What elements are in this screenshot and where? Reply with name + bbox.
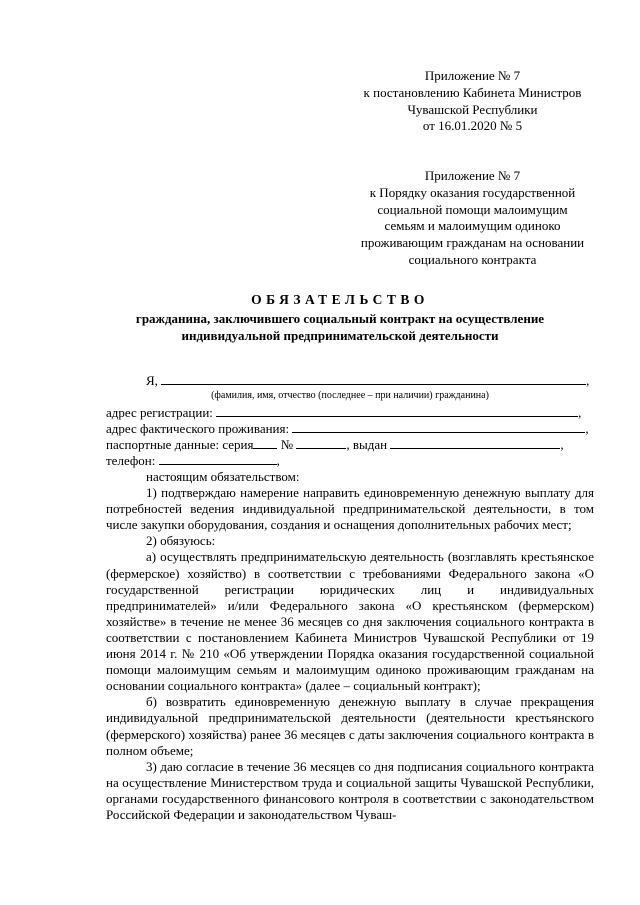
name-row [106,373,594,389]
appendix-to-procedure [340,168,605,269]
appendix-line: к Порядку оказания государственной [369,184,576,200]
issued-by-field[interactable] [390,437,560,449]
passport-row [106,437,594,453]
appendix-line: к постановлению Кабинета Министров [363,84,582,100]
phone-field[interactable] [159,453,277,465]
residence-field[interactable] [292,421,585,433]
comma: , [585,421,589,436]
obligation-body [106,469,594,823]
appendix-line: социальной помощи малоимущим [377,201,568,217]
appendix-line: Приложение № 7 [424,68,521,83]
number-label: № [280,437,294,452]
document-subtitle [90,311,590,344]
passport-label: паспортные данные: серия [106,437,254,452]
registration-label: адрес регистрации: [106,405,213,420]
comma: , [586,373,590,388]
subtitle-line: гражданина, заключившего социальный контракт на осуществление [135,311,545,326]
residence-label: адрес фактического проживания: [106,421,290,436]
name-field[interactable] [161,373,586,385]
issued-label: , выдан [346,437,388,452]
appendix-date: от 16.01.2020 № 5 [422,118,523,134]
body-intro: настоящим обязательством: [146,469,300,484]
body-paragraph-2b: б) возвратить единовременную денежную выплату в случае прекращения индивидуальной предпринимательской деятельности (деятельности крестьянского (фермерского) хозяйства) ранее 36 месяцев с даты заключения социального контракта в полном объеме; [106,694,594,758]
passport-number-field[interactable] [296,437,346,449]
body-paragraph-3: 3) даю согласие в течение 36 месяцев со дня подписания социального контракта на осуществление Министерством труда и социальной защиты Чувашской Республики, органами государственного финансового контроля в соответствии с законодательством Российской Федерации и законодательством Чуваш- [106,758,594,822]
appendix-line: семьям и малоимущим одиноко [384,218,561,234]
appendix-to-resolution [340,68,605,135]
passport-series-field[interactable] [253,437,277,449]
appendix-line: Приложение № 7 [424,168,521,183]
phone-label: телефон: [106,453,156,468]
document-title: ОБЯЗАТЕЛЬСТВО [251,292,429,307]
registration-row [106,405,594,421]
appendix-line: проживающим гражданам на основании [360,235,585,251]
body-paragraph-2: 2) обязуюсь: [146,533,216,549]
i-label: Я, [146,373,158,388]
comma: , [578,405,582,420]
registration-field[interactable] [216,405,578,417]
residence-row [106,421,594,437]
phone-row [106,453,594,469]
body-paragraph-2a: а) осуществлять предпринимательскую деятельность (возглавлять крестьянское (фермерское) хозяйство) в соответствии с требованиями Федерального закона «О государственной регистрации юридических лиц и индивидуальных предпринимателей» и/или Федерального закона «О крестьянском (фермерском) хозяйстве» в течение не менее 36 месяцев со дня заключения социального контракта в соответствии с постановлением Кабинета Министров Чувашской Республики от 19 июня 2014 г. № 210 «Об утверждении Порядка оказания государственной социальной помощи малоимущим семьям и малоимущим одиноко проживающим гражданам на основании социального контракта» (далее – социальный контракт); [106,549,594,694]
appendix-line: социального контракта [408,251,537,267]
comma: , [276,453,280,468]
subtitle-line: индивидуальной предпринимательской деятельности [181,327,499,343]
comma: , [560,437,564,452]
body-paragraph-1: 1) подтверждаю намерение направить единовременную денежную выплату для потребностей ведения индивидуальной предпринимательской деятельности, в том числе закупки оборудования, создания и оснащения дополнительных рабочих мест; [106,485,594,533]
name-hint: (фамилия, имя, отчество (последнее – при наличии) гражданина) [211,390,489,401]
appendix-line: Чувашской Республики [407,101,538,117]
